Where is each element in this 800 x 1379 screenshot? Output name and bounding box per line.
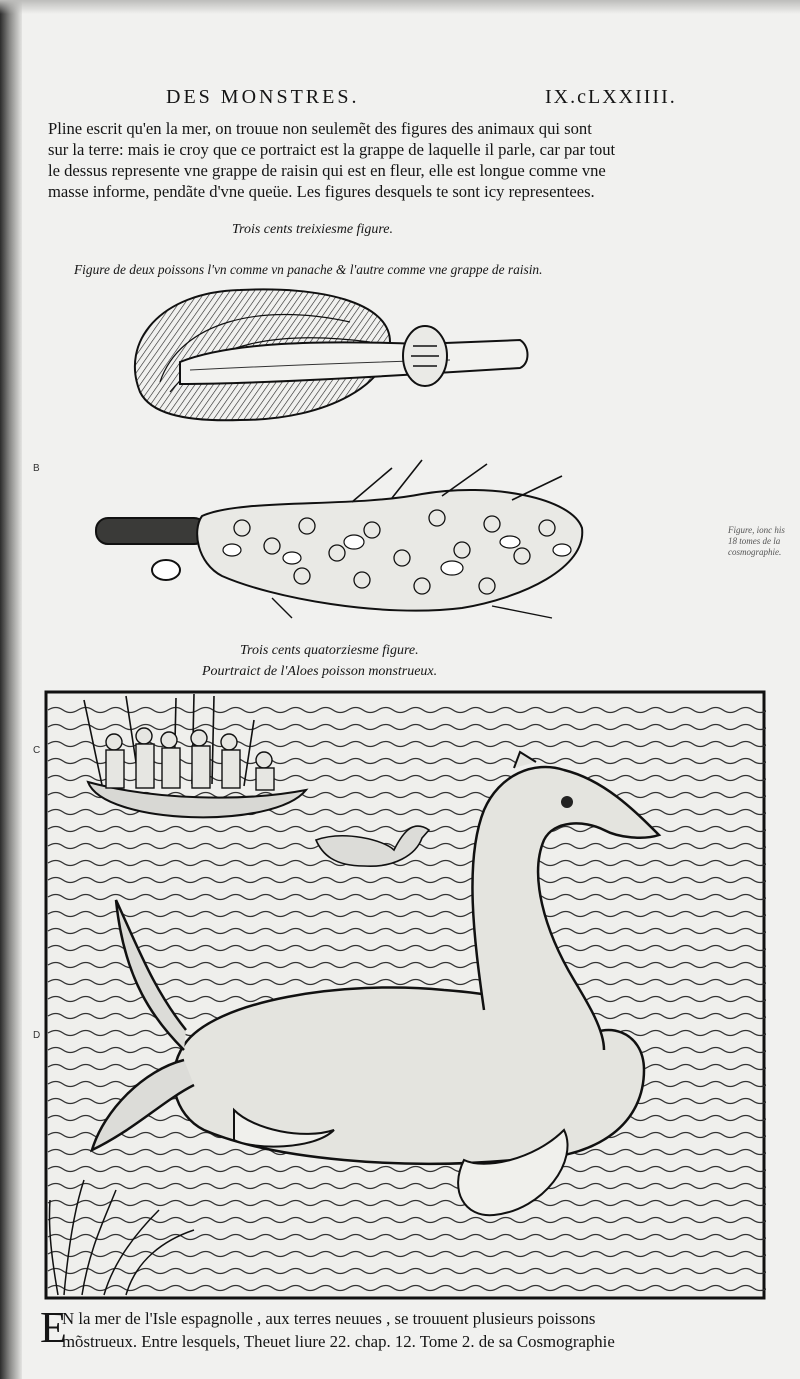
intro-line: masse informe, pendãte d'vne queüe. Les figures desquels te sont icy representees.	[48, 182, 595, 201]
intro-line: le dessus represente vne grappe de raisin qui est en fleur, elle est longue comme vne	[48, 161, 606, 180]
intro-line: Pline escrit qu'en la mer, on trouue non seulemẽt des figures des animaux qui sont	[48, 119, 592, 138]
plume-fish-woodcut	[120, 282, 540, 432]
bottom-text-line: mõstrueux. Entre lesquels, Theuet liure 22. chap. 12. Tome 2. de sa Cosmographie	[62, 1332, 615, 1351]
bottom-text-line: N la mer de l'Isle espagnolle , aux terres neuues , se trouuent plusieurs poissons	[62, 1309, 596, 1328]
margin-marker-b: B	[33, 463, 40, 474]
margin-note: Figure, ionc his 18 tomes de la cosmographie.	[728, 525, 785, 557]
margin-marker-c: C	[33, 745, 41, 756]
running-head-title: DES MONSTRES.	[166, 86, 360, 108]
intro-line: sur la terre: mais ie croy que ce portraict est la grappe de laquelle il parle, car par tout	[48, 140, 616, 159]
figure-313-number: Trois cents treixiesme figure.	[232, 222, 393, 237]
drop-cap: E	[40, 1303, 67, 1352]
page-top-shadow	[0, 0, 800, 14]
figure-314-title: Pourtraict de l'Aloes poisson monstrueux.	[202, 664, 438, 679]
page-gutter-shadow	[0, 0, 22, 1379]
figure-313-title: Figure de deux poissons l'vn comme vn panache & l'autre comme vne grappe de raisin.	[74, 262, 543, 277]
grape-fish-woodcut	[92, 458, 592, 623]
intro-paragraph	[48, 118, 696, 202]
folio-number: IX.cLXXIIII.	[545, 86, 677, 108]
figure-314-number: Trois cents quatorziesme figure.	[240, 643, 419, 658]
margin-marker-d: D	[33, 1030, 41, 1041]
sea-monster-woodcut	[44, 690, 766, 1300]
